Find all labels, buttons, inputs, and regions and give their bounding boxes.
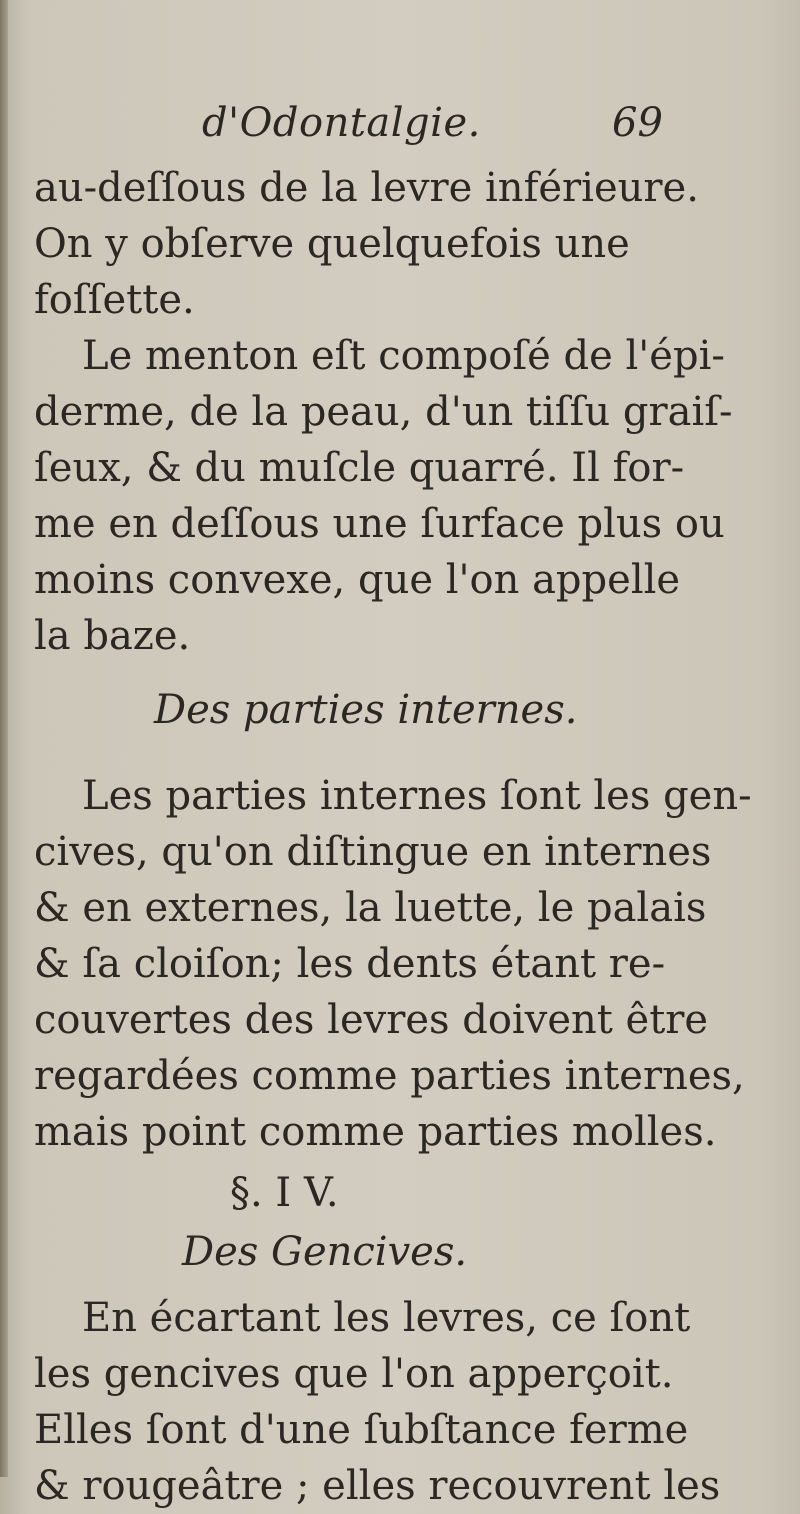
text-line: Elles ſont d'une ſubſtance ferme <box>34 1407 689 1453</box>
text-line: au-deſſous de la levre inférieure. <box>34 165 699 211</box>
text-line: Les parties internes ſont les gen- <box>82 773 752 819</box>
text-line: En écartant les levres, ce ſont <box>82 1295 691 1341</box>
page-number: 69 <box>612 100 663 146</box>
running-title: d'Odontalgie. <box>202 100 481 146</box>
text-line: ſeux, & du muſcle quarré. Il for- <box>34 445 685 491</box>
text-line: & ſa cloiſon; les dents étant re- <box>34 941 666 987</box>
paragraph-2 <box>34 328 774 664</box>
text-line: me en deſſous une ſurface plus ou <box>34 501 725 547</box>
text-line: les gencives que l'on apperçoit. <box>34 1351 674 1397</box>
page-gutter-shadow <box>0 0 8 1477</box>
text-line: & rougeâtre ; elles recouvrent les <box>34 1463 721 1509</box>
paragraph-internal-parts <box>34 768 774 1160</box>
section-number: §. I V. <box>230 1170 339 1216</box>
running-head <box>34 100 774 160</box>
text-line: mais point comme parties molles. <box>34 1109 717 1155</box>
text-line: regardées comme parties internes, <box>34 1053 745 1099</box>
text-line: la baze. <box>34 613 191 659</box>
section-heading-internal-parts: Des parties internes. <box>154 687 578 733</box>
text-line: derme, de la peau, d'un tiſſu graiſ- <box>34 389 733 435</box>
text-line: & en externes, la luette, le palais <box>34 885 707 931</box>
text-line: moins convexe, que l'on appelle <box>34 557 681 603</box>
text-line: On y obſerve quelquefois une <box>34 221 630 267</box>
text-line: cives, qu'on diſtingue en internes <box>34 829 712 875</box>
paragraph-gums <box>34 1290 774 1514</box>
section-heading-gums: Des Gencives. <box>182 1229 468 1275</box>
paragraph-1 <box>34 160 774 328</box>
text-line: foſſette. <box>34 277 195 323</box>
book-page <box>34 100 774 1514</box>
text-line: couvertes des levres doivent être <box>34 997 709 1043</box>
text-line: Le menton eſt compoſé de l'épi- <box>82 333 725 379</box>
